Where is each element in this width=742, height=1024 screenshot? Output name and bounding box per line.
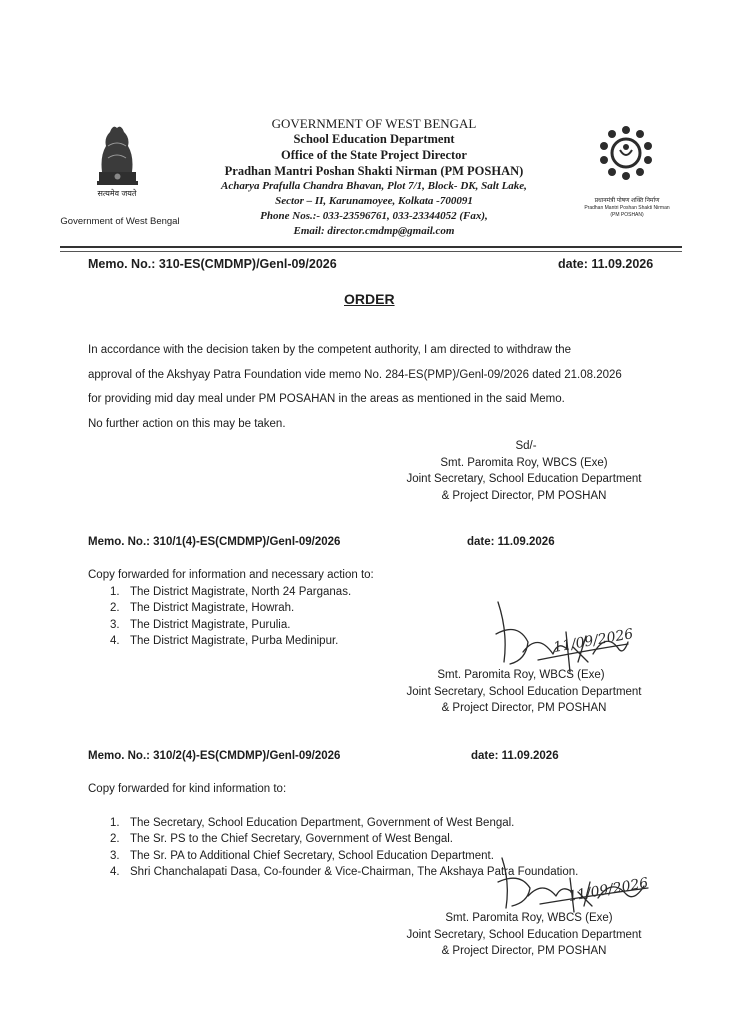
signatory-designation: & Project Director, PM POSHAN <box>441 489 607 502</box>
list-item: 3. The District Magistrate, Purulia. <box>110 618 291 631</box>
list-item: 4. The District Magistrate, Purba Medinipur. <box>110 634 339 647</box>
address-line-1: Acharya Prafulla Chandra Bhavan, Plot 7/1, Block- DK, Salt Lake, <box>221 180 527 192</box>
government-title: GOVERNMENT OF WEST BENGAL <box>271 116 477 131</box>
letterhead-divider-thin <box>60 251 682 252</box>
order-title: ORDER <box>344 291 395 307</box>
list-item: 4. Shri Chanchalapati Dasa, Co-founder & Vice-Chairman, The Akshaya Patra Foundation. <box>110 865 579 878</box>
memo-date-2: date: 11.09.2026 <box>467 536 555 548</box>
signatory-block-3 <box>394 910 654 960</box>
memo-number-2: Memo. No.: 310/1(4)-ES(CMDMP)/Genl-09/2026 <box>88 536 341 548</box>
list-item: 1. The District Magistrate, North 24 Parganas. <box>110 586 352 598</box>
memo-number-1: Memo. No.: 310-ES(CMDMP)/Genl-09/2026 <box>88 257 337 271</box>
letterhead-text <box>150 116 598 240</box>
order-body-line-2: approval of the Akshyay Patra Foundation vide memo No. 284-ES(PMP)/Genl-09/2026 dated 21.08.2026 <box>88 368 622 381</box>
forward-intro-2: Copy forwarded for information and necessary action to: <box>88 569 374 581</box>
order-body <box>88 338 668 436</box>
list-item: 2. The Sr. PS to the Chief Secretary, Government of West Bengal. <box>110 833 454 846</box>
email-address: Email: director.cmdmp@gmail.com <box>293 225 455 237</box>
memo-date-3: date: 11.09.2026 <box>471 750 559 762</box>
signature-date-2: 11/09/2026 <box>552 626 635 656</box>
scheme-name: Pradhan Mantri Poshan Shakti Nirman (PM POSHAN) <box>224 164 524 178</box>
signatory-block-1 <box>394 438 654 504</box>
logo-caption-acronym: (PM POSHAN) <box>610 212 644 218</box>
list-item: 3. The Sr. PA to Additional Chief Secretary, School Education Department. <box>110 849 494 862</box>
pm-poshan-logo <box>590 120 662 200</box>
signatory-name: Smt. Paromita Roy, WBCS (Exe) <box>445 912 613 924</box>
letterhead-divider <box>60 246 682 248</box>
pm-poshan-logo-icon <box>590 120 662 200</box>
signatory-title: Joint Secretary, School Education Department <box>406 928 642 941</box>
office-name: Office of the State Project Director <box>281 148 467 162</box>
signatory-name: Smt. Paromita Roy, WBCS (Exe) <box>440 456 608 469</box>
logo-caption-english: Pradhan Mantri Poshan Shakti Nirman <box>584 205 670 211</box>
list-item: 1. The Secretary, School Education Department, Government of West Bengal. <box>110 817 515 829</box>
recipient-list-2 <box>110 584 351 649</box>
list-item: 2. The District Magistrate, Howrah. <box>110 602 295 615</box>
sd-mark: Sd/- <box>515 440 537 452</box>
forward-intro-3: Copy forwarded for kind information to: <box>88 783 287 795</box>
order-body-line-1: In accordance with the decision taken by the competent authority, I am directed to withdraw the <box>88 344 572 356</box>
order-body-line-3: for providing mid day meal under PM POSAHAN in the areas as mentioned in the said Memo. <box>88 393 565 405</box>
signature-date-3: 11/09/2026 <box>567 875 650 905</box>
signatory-designation: & Project Director, PM POSHAN <box>441 702 607 714</box>
memo-number-3: Memo. No.: 310/2(4)-ES(CMDMP)/Genl-09/2026 <box>88 750 341 762</box>
phone-numbers: Phone Nos.:- 033-23596761, 033-23344052 (Fax), <box>260 210 488 222</box>
address-line-2: Sector – II, Karunamoyee, Kolkata -700091 <box>275 195 473 207</box>
emblem-motto: सत्यमेव जयते <box>97 189 137 198</box>
order-closing: No further action on this may be taken. <box>88 417 286 430</box>
department-name: School Education Department <box>293 132 455 146</box>
memo-date-1: date: 11.09.2026 <box>558 257 654 271</box>
signatory-block-2 <box>394 667 654 717</box>
signatory-title: Joint Secretary, School Education Department <box>406 685 642 698</box>
signatory-name: Smt. Paromita Roy, WBCS (Exe) <box>437 669 605 681</box>
signatory-designation: & Project Director, PM POSHAN <box>441 945 607 957</box>
government-label: Government of West Bengal <box>60 216 180 227</box>
logo-caption-hindi: प्रधानमंत्री पोषण शक्ति निर्माण <box>594 198 660 204</box>
signatory-title: Joint Secretary, School Education Department <box>406 473 642 485</box>
